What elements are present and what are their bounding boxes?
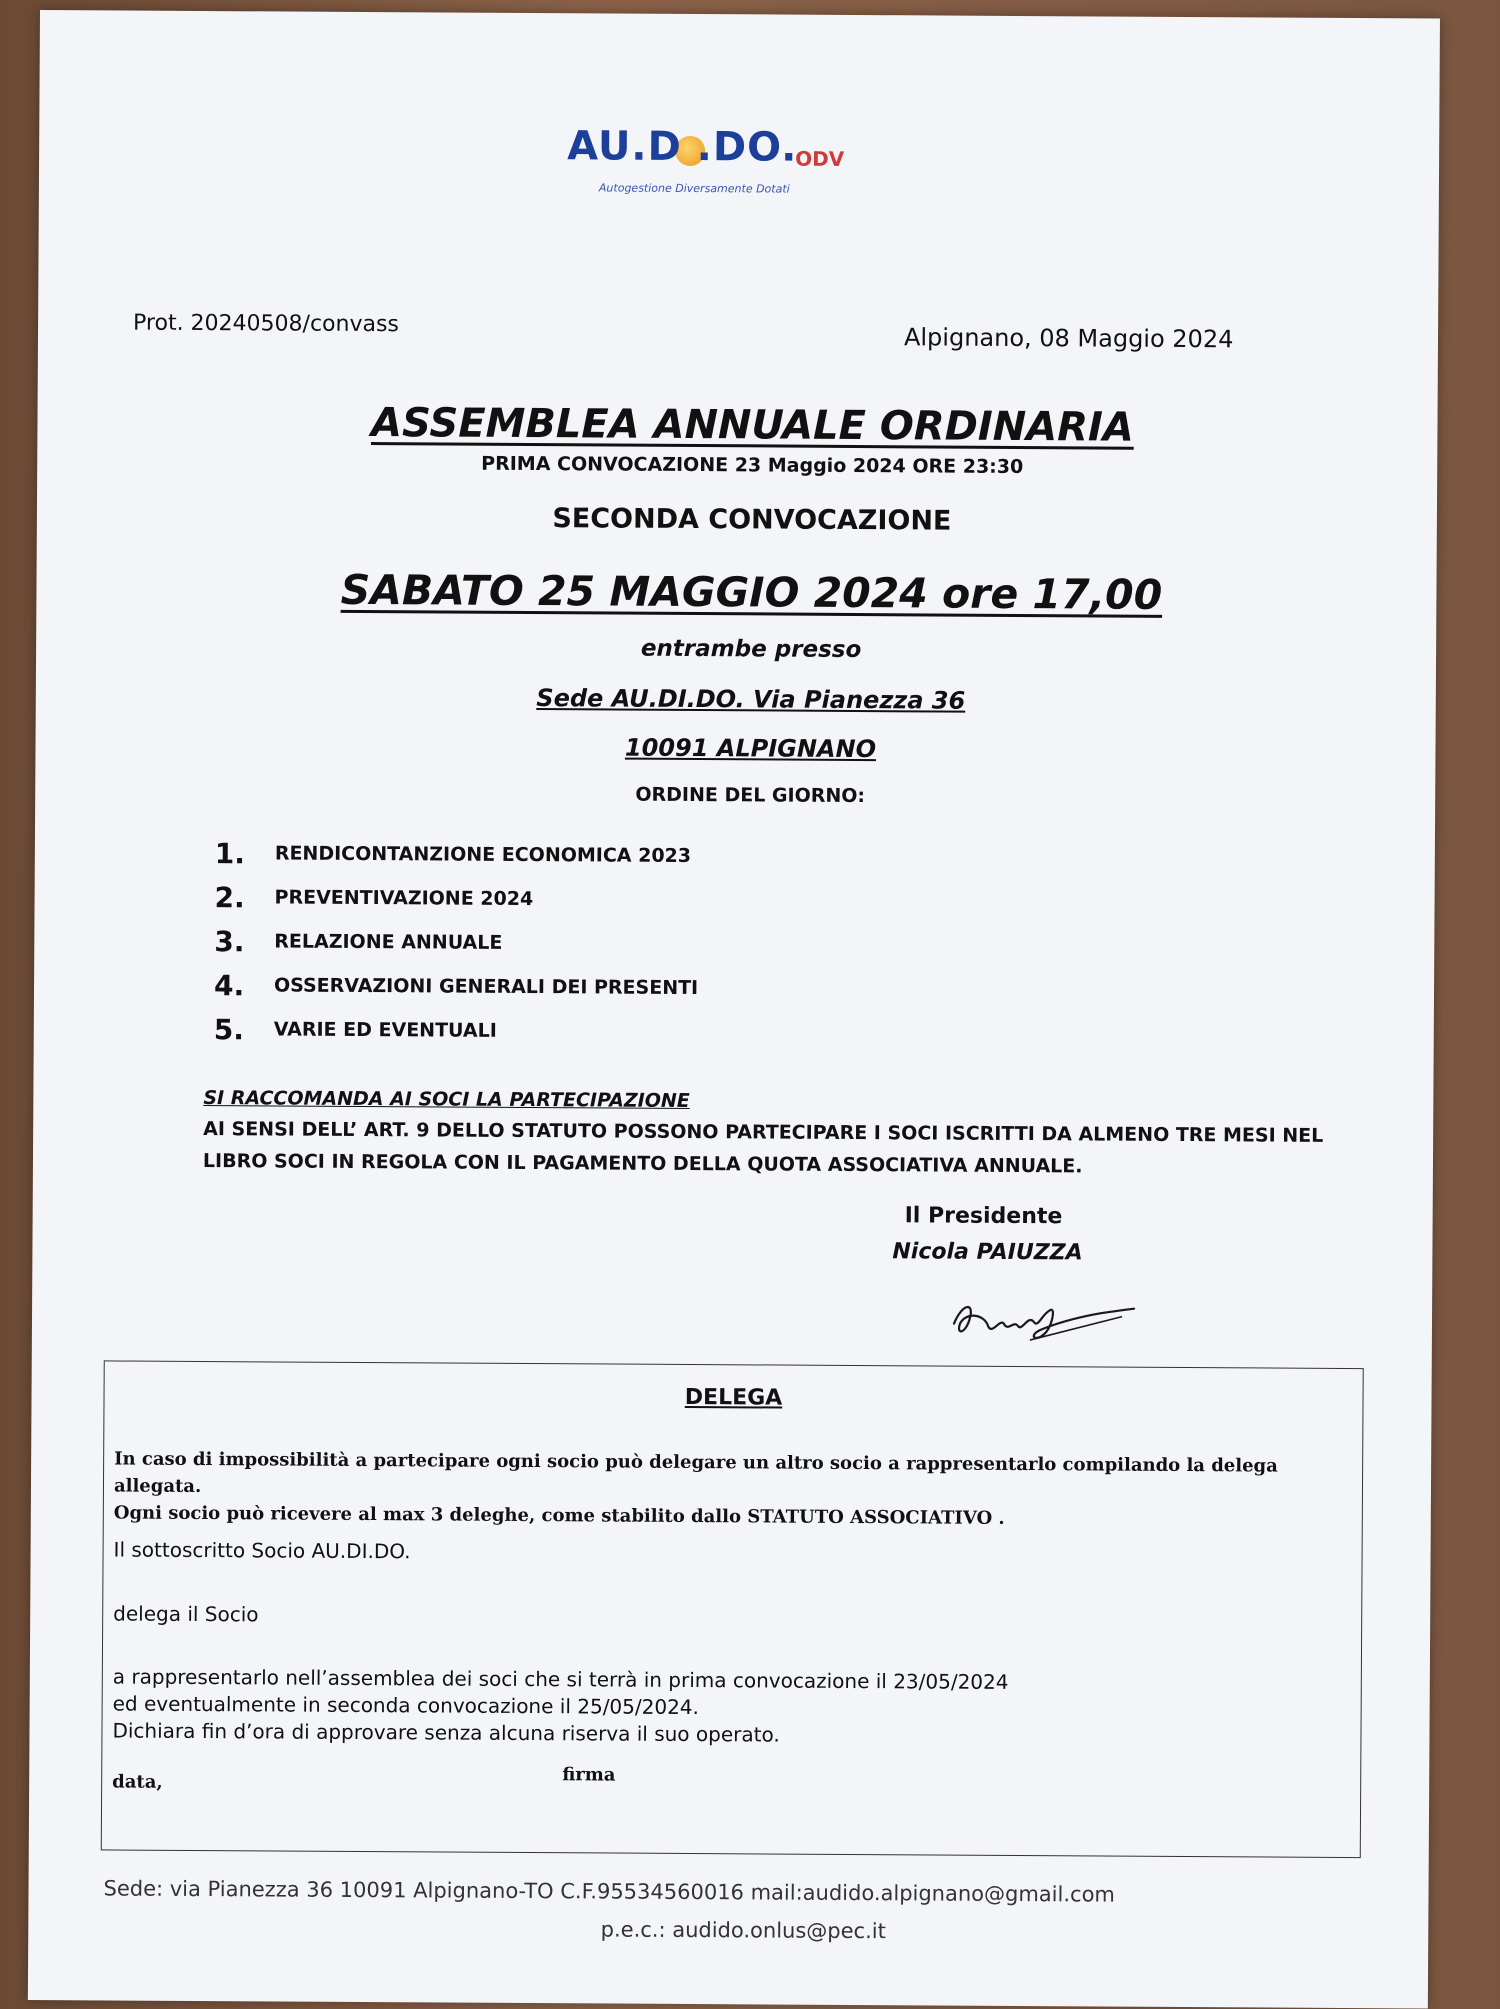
protocol-number: Prot. 20240508/convass	[133, 310, 399, 338]
both-at: entrambe presso	[640, 635, 862, 664]
date-label: data,	[112, 1771, 163, 1793]
agenda-text: OSSERVAZIONI GENERALI DEI PRESENTI	[273, 974, 699, 1000]
agenda-item	[214, 875, 698, 922]
undersigned-label: Il sottoscritto Socio AU.DI.DO.	[113, 1537, 411, 1564]
place-date: Alpignano, 08 Maggio 2024	[903, 323, 1234, 354]
footer-pec: p.e.c.: audido.onlus@pec.it	[600, 1917, 886, 1944]
agenda-number: 1.	[214, 836, 246, 870]
agenda-label: ORDINE DEL GIORNO:	[635, 783, 866, 808]
participation-recommendation: SI RACCOMANDA AI SOCI LA PARTECIPAZIONE	[203, 1087, 690, 1112]
agenda-number: 4.	[213, 968, 245, 1002]
proxy-intro	[114, 1445, 1354, 1534]
statute-note: AI SENSI DELL’ ART. 9 DELLO STATUTO POSSONO PARTECIPARE I SOCI ISCRITTI DA ALMENO TRE MESI NEL LIBRO SOCI IN REGOLA CON IL PAGAMENTO DELLA QUOTA ASSOCIATIVA ANNUALE.	[202, 1118, 1324, 1178]
venue: Sede AU.DI.DO. Via Pianezza 36	[536, 684, 966, 715]
city: 10091 ALPIGNANO	[624, 733, 877, 764]
agenda-text: VARIE ED EVENTUALI	[273, 1018, 497, 1042]
proxy-intro-line2-text: Ogni socio può ricevere al max 3 deleghe, come stabilito dallo	[113, 1502, 748, 1528]
agenda-number: 5.	[213, 1012, 245, 1046]
agenda-number: 3.	[214, 924, 245, 958]
agenda-item	[214, 1007, 698, 1054]
statute-reference: STATUTO ASSOCIATIVO .	[747, 1506, 1005, 1529]
agenda-item	[215, 831, 699, 878]
logo-suffix: ODV	[795, 146, 845, 171]
delegates-label: delega il Socio	[113, 1601, 259, 1627]
first-call: PRIMA CONVOCAZIONE 23 Maggio 2024 ORE 23:30	[481, 452, 1024, 479]
signature-icon	[944, 1284, 1144, 1355]
proxy-form	[101, 1360, 1364, 1858]
agenda-list	[214, 831, 699, 1054]
agenda-item	[214, 963, 698, 1010]
president-name: Nicola PAIUZZA	[892, 1239, 1083, 1266]
logo-name: AU.D .DO.	[567, 123, 798, 171]
agenda-item	[214, 919, 698, 966]
proxy-intro-line1: In caso di impossibilità a partecipare ogni socio può delegare un altro socio a rappresentarlo compilando la delega allegata.	[113, 1448, 1278, 1498]
president-title: Il Presidente	[904, 1203, 1063, 1230]
agenda-text: PREVENTIVAZIONE 2024	[274, 886, 534, 911]
proxy-statement-line1: a rappresentarlo nell’assemblea dei soci che si terrà in prima convocazione il 23/05/2024	[112, 1664, 1009, 1694]
proxy-statement-line2: ed eventualmente in seconda convocazione il 25/05/2024.	[112, 1691, 700, 1720]
signature-label: firma	[562, 1764, 616, 1786]
proxy-statement-line3: Dichiara fin d’ora di approvare senza alcuna riserva il suo operato.	[112, 1718, 780, 1747]
meeting-title: ASSEMBLEA ANNUALE ORDINARIA	[370, 400, 1134, 451]
association-logo	[567, 123, 868, 215]
agenda-text: RENDICONTANZIONE ECONOMICA 2023	[274, 842, 692, 867]
agenda-text: RELAZIONE ANNUALE	[274, 930, 503, 954]
letter-page	[28, 10, 1440, 2009]
proxy-title: DELEGA	[684, 1384, 783, 1411]
second-call-date: SABATO 25 MAGGIO 2024 ore 17,00	[340, 565, 1163, 619]
logo-tagline: Autogestione Diversamente Dotati	[598, 181, 790, 196]
footer-address: Sede: via Pianezza 36 10091 Alpignano-TO C.F.95534560016 mail:audido.alpignano@gmail.com	[103, 1876, 1115, 1907]
agenda-number: 2.	[214, 880, 245, 914]
second-call-label: SECONDA CONVOCAZIONE	[552, 503, 952, 537]
proxy-statement	[112, 1663, 1008, 1749]
